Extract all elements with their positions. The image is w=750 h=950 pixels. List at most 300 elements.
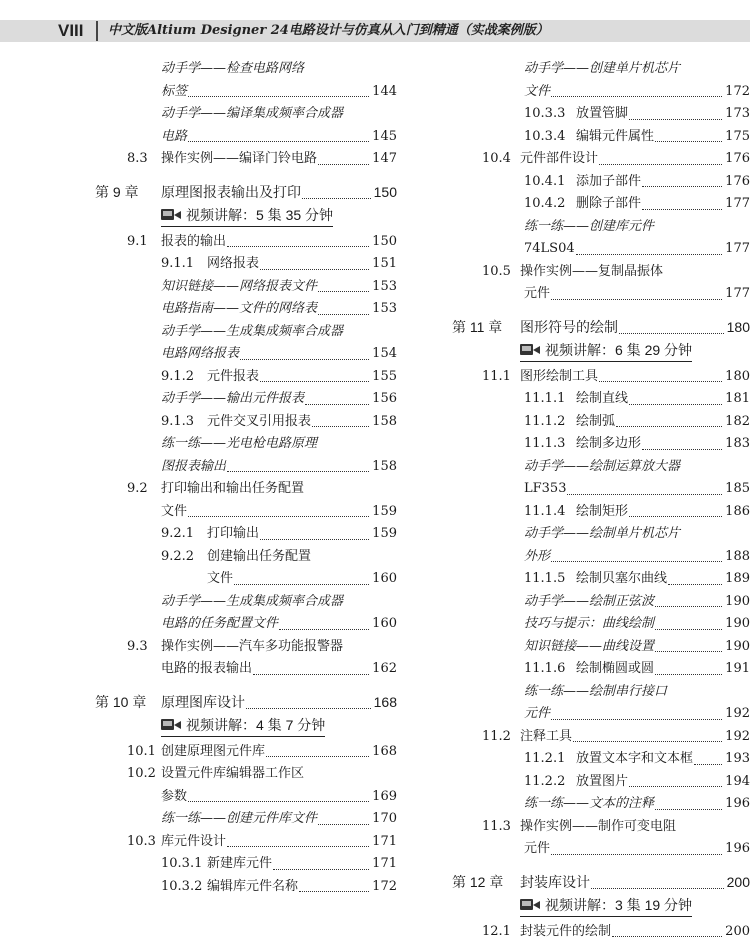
page-number-ref: 190 bbox=[723, 591, 750, 614]
video-camera-icon bbox=[161, 208, 181, 221]
leader-dots bbox=[302, 197, 371, 199]
entry-title: 练一练——光电枪电路原理 bbox=[161, 436, 318, 451]
toc-subentry[interactable] bbox=[452, 568, 750, 591]
leader-dots bbox=[551, 298, 722, 300]
leader-dots bbox=[318, 290, 369, 292]
toc-subentry[interactable] bbox=[452, 478, 750, 501]
toc-subentry[interactable] bbox=[95, 613, 397, 636]
entry-title: 动手学——创建单片机芯片 bbox=[524, 61, 681, 76]
entry-title: 绘制弧 bbox=[576, 413, 616, 429]
toc-subentry[interactable] bbox=[95, 591, 397, 614]
leader-dots bbox=[279, 628, 369, 630]
entry-title: 元件 bbox=[524, 841, 551, 856]
chapter-number: 第 9 章 bbox=[95, 183, 139, 200]
subsection-number: 9.1.3 bbox=[161, 413, 195, 429]
header-divider bbox=[96, 21, 98, 41]
page-number-ref: 172 bbox=[723, 81, 750, 104]
page-number-ref: 172 bbox=[370, 876, 397, 899]
leader-dots bbox=[599, 163, 722, 165]
section-number: 11.1 bbox=[482, 368, 511, 384]
entry-title: 打印输出和输出任务配置 bbox=[161, 481, 305, 496]
toc-left-column bbox=[95, 58, 397, 898]
toc-subentry[interactable] bbox=[95, 81, 397, 104]
entry-title: 元件报表 bbox=[207, 368, 260, 384]
entry-title: 电路指南——文件的网络表 bbox=[161, 301, 318, 316]
toc-section-entry[interactable] bbox=[452, 921, 750, 944]
leader-dots bbox=[642, 185, 722, 187]
entry-title: 文件 bbox=[207, 571, 234, 586]
toc-subentry[interactable] bbox=[95, 276, 397, 299]
entry-title: 添加子部件 bbox=[576, 173, 642, 189]
page-number-ref: 173 bbox=[723, 103, 750, 126]
leader-dots bbox=[188, 800, 369, 802]
toc-subentry[interactable] bbox=[95, 546, 397, 569]
toc-subentry[interactable] bbox=[452, 388, 750, 411]
toc-subentry[interactable] bbox=[95, 853, 397, 876]
toc-chapter-entry[interactable] bbox=[452, 869, 750, 895]
leader-dots bbox=[260, 538, 369, 540]
leader-dots bbox=[591, 887, 724, 889]
entry-title: 元件交叉引用报表 bbox=[207, 413, 312, 429]
page-number-ref: 156 bbox=[370, 388, 397, 411]
page-number-ref: 183 bbox=[723, 433, 750, 456]
leader-dots bbox=[612, 935, 722, 937]
subsection-number: 11.2.1 bbox=[524, 751, 566, 766]
section-number: 11.3 bbox=[482, 818, 511, 834]
toc-subentry[interactable] bbox=[95, 321, 397, 344]
leader-dots bbox=[655, 650, 722, 652]
toc-section-entry[interactable] bbox=[95, 636, 397, 659]
section-number: 10.3 bbox=[127, 833, 156, 849]
toc-subentry[interactable] bbox=[452, 523, 750, 546]
entry-title: 创建原理图元件库 bbox=[161, 743, 266, 759]
entry-title: 元件 bbox=[524, 286, 551, 301]
subsection-number: 10.4.2 bbox=[524, 196, 566, 211]
page-number-ref: 154 bbox=[370, 343, 397, 366]
leader-dots bbox=[655, 808, 722, 810]
leader-dots bbox=[227, 470, 369, 472]
leader-dots bbox=[694, 763, 722, 765]
toc-section-entry[interactable] bbox=[95, 231, 397, 254]
video-camera-icon bbox=[520, 898, 540, 911]
page-number-ref: 180 bbox=[723, 366, 750, 389]
entry-title: 动手学——绘制单片机芯片 bbox=[524, 526, 681, 541]
entry-title: 74LS04 bbox=[524, 241, 575, 256]
page-number-ref: 171 bbox=[370, 831, 397, 854]
entry-title: 电路的报表输出 bbox=[161, 661, 253, 676]
section-number: 11.2 bbox=[482, 728, 511, 744]
entry-title: 放置管脚 bbox=[576, 106, 629, 121]
chapter-number: 第 10 章 bbox=[95, 693, 147, 710]
page-number-ref: 168 bbox=[370, 741, 397, 764]
entry-title: 注释工具 bbox=[520, 728, 573, 744]
toc-subentry[interactable] bbox=[95, 523, 397, 546]
page-number-ref: 177 bbox=[723, 283, 750, 306]
toc-section-entry[interactable] bbox=[452, 816, 750, 839]
leader-dots bbox=[240, 358, 369, 360]
entry-title: 电路的任务配置文件 bbox=[161, 616, 279, 631]
toc-section-entry[interactable] bbox=[95, 478, 397, 501]
toc-subentry[interactable] bbox=[452, 58, 750, 81]
subsection-number: 10.3.4 bbox=[524, 128, 566, 144]
leader-dots bbox=[551, 560, 722, 562]
leader-dots bbox=[599, 380, 722, 382]
page-number-ref: 188 bbox=[723, 546, 750, 569]
section-number: 12.1 bbox=[482, 923, 511, 939]
toc-section-entry[interactable] bbox=[95, 831, 397, 854]
entry-title: 动手学——生成集成频率合成器 bbox=[161, 323, 344, 339]
chapter-number: 第 12 章 bbox=[452, 873, 504, 890]
leader-dots bbox=[318, 163, 369, 165]
page-number-ref: 192 bbox=[723, 703, 750, 726]
page-number-ref: 186 bbox=[723, 501, 750, 524]
page-number-ref: 147 bbox=[370, 148, 397, 171]
leader-dots bbox=[188, 140, 369, 142]
page-number-ref: 176 bbox=[723, 148, 750, 171]
toc-subentry[interactable] bbox=[452, 658, 750, 681]
entry-title: 打印输出 bbox=[207, 526, 260, 541]
toc-subentry[interactable] bbox=[452, 613, 750, 636]
entry-title: 原理图报表输出及打印 bbox=[161, 183, 301, 200]
leader-dots bbox=[655, 605, 722, 607]
entry-title: 电路网络报表 bbox=[161, 346, 240, 361]
page-number-ref: 185 bbox=[723, 478, 750, 501]
leader-dots bbox=[227, 845, 369, 847]
leader-dots bbox=[260, 380, 369, 382]
page-number-ref: 153 bbox=[370, 298, 397, 321]
leader-dots bbox=[655, 628, 722, 630]
subsection-number: 9.1.2 bbox=[161, 368, 195, 384]
entry-title: 设置元件库编辑器工作区 bbox=[161, 766, 305, 781]
subsection-number: 10.3.2 bbox=[161, 878, 203, 894]
page-number-ref: 200 bbox=[725, 869, 750, 895]
video-lecture-line bbox=[452, 340, 750, 364]
toc-subentry[interactable] bbox=[95, 366, 397, 389]
leader-dots bbox=[567, 493, 722, 495]
toc-chapter-entry[interactable] bbox=[452, 314, 750, 340]
leader-dots bbox=[305, 403, 369, 405]
page-number-ref: 191 bbox=[723, 658, 750, 681]
page-number-ref: 177 bbox=[723, 193, 750, 216]
entry-title: 新建库元件 bbox=[207, 856, 273, 871]
toc-subentry[interactable] bbox=[452, 703, 750, 726]
toc-subentry[interactable] bbox=[452, 591, 750, 614]
entry-title: 编辑库元件名称 bbox=[207, 878, 299, 894]
toc-subentry[interactable] bbox=[95, 433, 397, 456]
page-number-ref: 158 bbox=[370, 456, 397, 479]
leader-dots bbox=[668, 583, 722, 585]
video-lecture-text: 视频讲解：6 集 29 分钟 bbox=[545, 341, 693, 358]
entry-title: 图形符号的绘制 bbox=[520, 318, 618, 335]
page-number-ref: 196 bbox=[723, 793, 750, 816]
entry-title: 外形 bbox=[524, 548, 551, 564]
toc-subentry[interactable] bbox=[95, 253, 397, 276]
toc-subentry[interactable] bbox=[452, 456, 750, 479]
entry-title: 网络报表 bbox=[207, 256, 260, 271]
page-number-ref: 176 bbox=[723, 171, 750, 194]
leader-dots bbox=[619, 332, 724, 334]
video-lecture-text: 视频讲解：3 集 19 分钟 bbox=[545, 896, 693, 913]
section-number: 10.5 bbox=[482, 263, 511, 279]
entry-title: 图形绘制工具 bbox=[520, 368, 599, 384]
toc-section-entry[interactable] bbox=[452, 726, 750, 749]
page-number-ref: 150 bbox=[370, 231, 397, 254]
page-number-ref: 159 bbox=[370, 523, 397, 546]
toc-section-entry[interactable] bbox=[452, 148, 750, 171]
leader-dots bbox=[629, 118, 722, 120]
page-number-ref: 171 bbox=[370, 853, 397, 876]
entry-title: 动手学——检查电路网络 bbox=[161, 61, 305, 76]
leader-dots bbox=[629, 785, 722, 787]
entry-title: 库元件设计 bbox=[161, 833, 227, 849]
toc-subentry[interactable] bbox=[95, 58, 397, 81]
toc-subentry[interactable] bbox=[452, 193, 750, 216]
video-lecture-text: 视频讲解：5 集 35 分钟 bbox=[186, 206, 334, 223]
video-lecture-line bbox=[452, 895, 750, 919]
entry-title: 练一练——创建元件库文件 bbox=[161, 811, 318, 826]
page-number-ref: 153 bbox=[370, 276, 397, 299]
page-number-ref: 145 bbox=[370, 126, 397, 149]
entry-title: 封装元件的绘制 bbox=[520, 923, 612, 939]
page-number-ref: 159 bbox=[370, 501, 397, 524]
entry-title: 动手学——生成集成频率合成器 bbox=[161, 593, 344, 609]
subsection-number: 11.1.2 bbox=[524, 413, 566, 429]
video-lecture-line bbox=[95, 205, 397, 229]
entry-title: 绘制直线 bbox=[576, 391, 629, 406]
entry-title: 放置文本字和文本框 bbox=[576, 751, 694, 766]
toc-right-column bbox=[452, 58, 750, 943]
subsection-number: 10.3.1 bbox=[161, 856, 203, 871]
page-number-ref: 193 bbox=[723, 748, 750, 771]
leader-dots bbox=[273, 868, 369, 870]
leader-dots bbox=[188, 515, 369, 517]
toc-subentry[interactable] bbox=[95, 126, 397, 149]
toc-subentry[interactable] bbox=[452, 546, 750, 569]
leader-dots bbox=[642, 208, 722, 210]
page-number-ref: 151 bbox=[370, 253, 397, 276]
page-number-ref: 180 bbox=[725, 314, 750, 340]
toc-subentry[interactable] bbox=[452, 681, 750, 704]
leader-dots bbox=[551, 853, 722, 855]
toc-section-entry[interactable] bbox=[95, 763, 397, 786]
page-number-ref: 144 bbox=[370, 81, 397, 104]
entry-title: 技巧与提示：曲线绘制 bbox=[524, 616, 655, 631]
entry-title: 元件 bbox=[524, 706, 551, 721]
page-number-ref: 160 bbox=[370, 613, 397, 636]
entry-title: 编辑元件属性 bbox=[576, 128, 655, 144]
section-number: 10.2 bbox=[127, 766, 156, 781]
page-number-ref: 192 bbox=[723, 726, 750, 749]
toc-subentry[interactable] bbox=[95, 876, 397, 899]
entry-title: 操作实例——汽车多功能报警器 bbox=[161, 638, 344, 654]
entry-title: 绘制贝塞尔曲线 bbox=[576, 571, 668, 586]
toc-subentry[interactable] bbox=[95, 388, 397, 411]
page-number-ref: 189 bbox=[723, 568, 750, 591]
subsection-number: 11.2.2 bbox=[524, 773, 566, 789]
leader-dots bbox=[260, 268, 369, 270]
entry-title: 参数 bbox=[161, 788, 188, 804]
toc-section-entry[interactable] bbox=[452, 261, 750, 284]
entry-title: 练一练——创建库元件 bbox=[524, 218, 655, 234]
toc-subentry[interactable] bbox=[452, 433, 750, 456]
page-number-ref: 196 bbox=[723, 838, 750, 861]
toc-subentry[interactable] bbox=[452, 793, 750, 816]
subsection-number: 10.3.3 bbox=[524, 106, 566, 121]
book-title: 中文版Altium Designer 24电路设计与仿真从入门到精通（实战案例版） bbox=[108, 23, 549, 38]
toc-subentry[interactable] bbox=[95, 343, 397, 366]
toc-subentry[interactable] bbox=[95, 456, 397, 479]
entry-title: 动手学——编译集成频率合成器 bbox=[161, 106, 344, 121]
toc-section-entry[interactable] bbox=[452, 366, 750, 389]
leader-dots bbox=[234, 583, 369, 585]
section-number: 9.3 bbox=[127, 638, 148, 654]
page-number-ref: 177 bbox=[723, 238, 750, 261]
page-number-ref: 200 bbox=[723, 921, 750, 944]
video-camera-icon bbox=[161, 718, 181, 731]
toc-subentry[interactable] bbox=[452, 171, 750, 194]
entry-title: 操作实例——复制晶振体 bbox=[520, 263, 664, 279]
subsection-number: 11.1.1 bbox=[524, 391, 566, 406]
leader-dots bbox=[629, 515, 722, 517]
subsection-number: 10.4.1 bbox=[524, 173, 566, 189]
page-number-ref: 158 bbox=[370, 411, 397, 434]
leader-dots bbox=[573, 740, 722, 742]
toc-subentry[interactable] bbox=[452, 81, 750, 104]
entry-title: 知识链接——曲线设置 bbox=[524, 638, 655, 654]
toc-chapter-entry[interactable] bbox=[95, 179, 397, 205]
entry-title: 报表的输出 bbox=[161, 233, 227, 249]
page-number-ref: 169 bbox=[370, 786, 397, 809]
subsection-number: 11.1.4 bbox=[524, 503, 566, 519]
toc-subentry[interactable] bbox=[452, 283, 750, 306]
leader-dots bbox=[551, 95, 722, 97]
subsection-number: 9.2.1 bbox=[161, 526, 195, 541]
page-number-ref: 155 bbox=[370, 366, 397, 389]
page-number-ref: 190 bbox=[723, 613, 750, 636]
toc-subentry[interactable] bbox=[452, 103, 750, 126]
leader-dots bbox=[246, 707, 371, 709]
leader-dots bbox=[642, 448, 722, 450]
entry-title: 元件部件设计 bbox=[520, 151, 599, 166]
toc-section-entry[interactable] bbox=[95, 741, 397, 764]
page-number-ref: 170 bbox=[370, 808, 397, 831]
entry-title: 知识链接——网络报表文件 bbox=[161, 278, 318, 294]
page-number-ref: 181 bbox=[723, 388, 750, 411]
section-number: 8.3 bbox=[127, 151, 148, 166]
entry-title: 动手学——输出元件报表 bbox=[161, 391, 305, 406]
entry-title: 文件 bbox=[161, 503, 188, 519]
toc-subentry[interactable] bbox=[95, 298, 397, 321]
leader-dots bbox=[318, 823, 369, 825]
toc-subentry[interactable] bbox=[452, 748, 750, 771]
leader-dots bbox=[576, 253, 723, 255]
section-number: 10.1 bbox=[127, 743, 156, 759]
toc-subentry[interactable] bbox=[452, 126, 750, 149]
entry-title: 绘制矩形 bbox=[576, 503, 629, 519]
section-number: 9.1 bbox=[127, 233, 148, 249]
entry-title: 放置图片 bbox=[576, 773, 629, 789]
video-lecture-text: 视频讲解：4 集 7 分钟 bbox=[186, 716, 326, 733]
entry-title: 图报表输出 bbox=[161, 458, 227, 474]
page-number-ref: 190 bbox=[723, 636, 750, 659]
entry-title: 绘制椭圆或圆 bbox=[576, 661, 655, 676]
entry-title: 操作实例——编译门铃电路 bbox=[161, 151, 318, 166]
leader-dots bbox=[253, 673, 369, 675]
page-number-ref: 160 bbox=[370, 568, 397, 591]
entry-title: 动手学——绘制运算放大器 bbox=[524, 458, 681, 474]
entry-title: 操作实例——制作可变电阻 bbox=[520, 818, 677, 834]
leader-dots bbox=[655, 140, 722, 142]
chapter-number: 第 11 章 bbox=[452, 318, 503, 335]
page-number-ref: 150 bbox=[372, 179, 397, 205]
page-number-ref: 175 bbox=[723, 126, 750, 149]
toc-subentry[interactable] bbox=[95, 103, 397, 126]
toc-subentry[interactable] bbox=[95, 501, 397, 524]
entry-title: LF353 bbox=[524, 481, 567, 496]
entry-title: 创建输出任务配置 bbox=[207, 548, 312, 564]
entry-title: 练一练——文本的注释 bbox=[524, 796, 655, 811]
video-camera-icon bbox=[520, 343, 540, 356]
toc-chapter-entry[interactable] bbox=[95, 689, 397, 715]
subsection-number: 11.1.3 bbox=[524, 436, 566, 451]
toc-subentry[interactable] bbox=[95, 786, 397, 809]
toc-subentry[interactable] bbox=[452, 501, 750, 524]
subsection-number: 11.1.6 bbox=[524, 661, 566, 676]
toc-subentry[interactable] bbox=[452, 411, 750, 434]
subsection-number: 9.2.2 bbox=[161, 548, 195, 564]
entry-title: 动手学——绘制正弦波 bbox=[524, 593, 655, 609]
entry-title: 电路 bbox=[161, 128, 188, 144]
page-number-ref: 168 bbox=[372, 689, 397, 715]
entry-title: 文件 bbox=[524, 83, 551, 99]
leader-dots bbox=[551, 718, 722, 720]
leader-dots bbox=[318, 313, 369, 315]
entry-title: 绘制多边形 bbox=[576, 436, 642, 451]
toc-subentry[interactable] bbox=[452, 238, 750, 261]
leader-dots bbox=[299, 890, 369, 892]
page-header bbox=[0, 0, 750, 42]
toc-subentry[interactable] bbox=[95, 658, 397, 681]
toc-subentry[interactable] bbox=[452, 636, 750, 659]
page-number-ref: 182 bbox=[723, 411, 750, 434]
video-lecture-line bbox=[95, 715, 397, 739]
leader-dots bbox=[312, 425, 369, 427]
section-number: 9.2 bbox=[127, 481, 148, 496]
section-number: 10.4 bbox=[482, 151, 511, 166]
toc-subentry[interactable] bbox=[95, 808, 397, 831]
page-number-ref: 194 bbox=[723, 771, 750, 794]
toc-subentry[interactable] bbox=[95, 568, 397, 591]
entry-title: 标签 bbox=[161, 83, 188, 99]
entry-title: 原理图库设计 bbox=[161, 693, 245, 710]
subsection-number: 11.1.5 bbox=[524, 571, 566, 586]
toc-subentry[interactable] bbox=[95, 411, 397, 434]
subsection-number: 9.1.1 bbox=[161, 256, 195, 271]
leader-dots bbox=[629, 403, 722, 405]
toc-subentry[interactable] bbox=[452, 838, 750, 861]
toc-section-entry[interactable] bbox=[95, 148, 397, 171]
page-number-ref: 162 bbox=[370, 658, 397, 681]
entry-title: 删除子部件 bbox=[576, 196, 642, 211]
leader-dots bbox=[655, 673, 722, 675]
page-number: VIII bbox=[58, 21, 84, 40]
toc-subentry[interactable] bbox=[452, 771, 750, 794]
toc-subentry[interactable] bbox=[452, 216, 750, 239]
entry-title: 封装库设计 bbox=[520, 873, 590, 890]
leader-dots bbox=[266, 755, 369, 757]
leader-dots bbox=[227, 245, 369, 247]
entry-title: 练一练——绘制串行接口 bbox=[524, 683, 668, 699]
